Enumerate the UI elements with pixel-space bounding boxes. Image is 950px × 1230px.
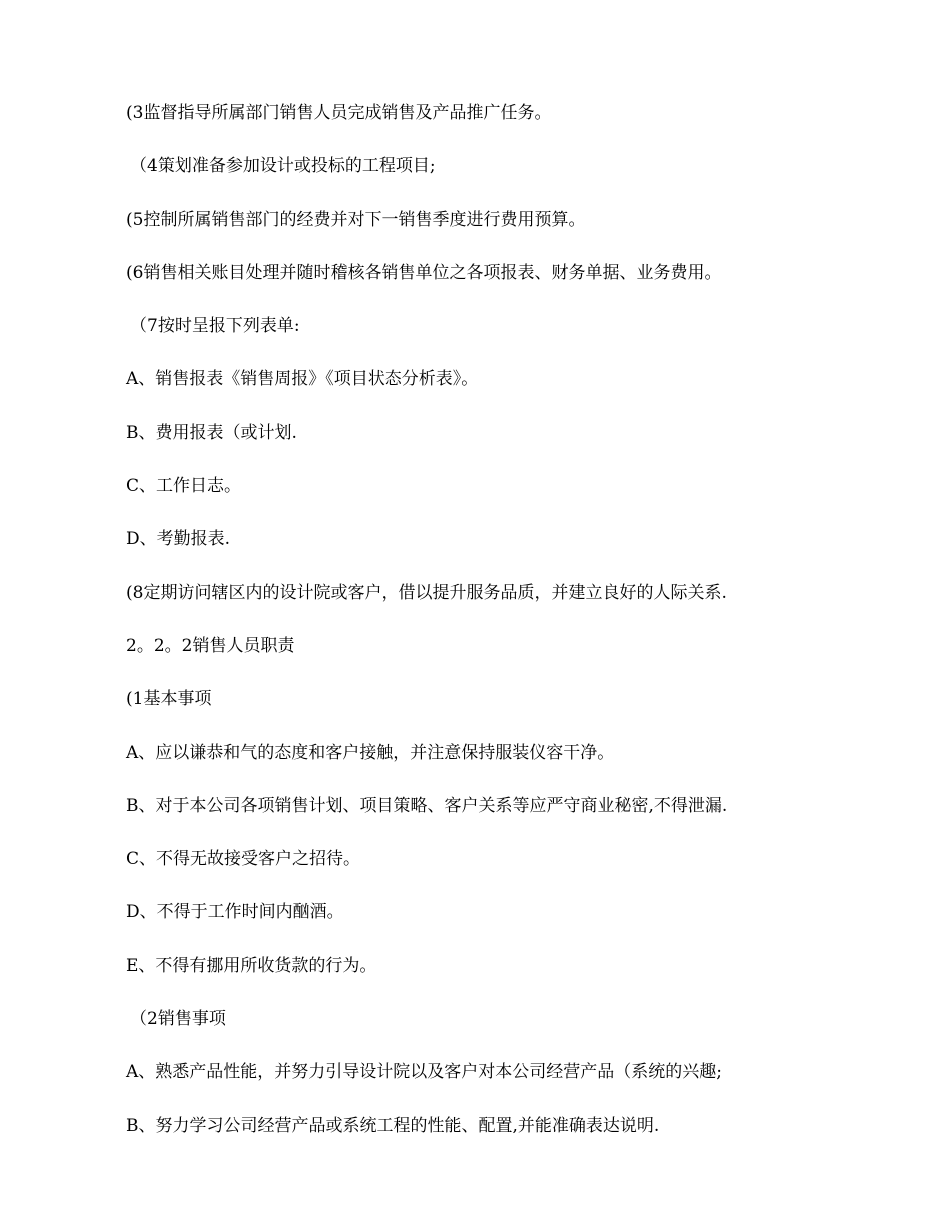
subheading-basic-matters: (1基本事项 — [126, 689, 212, 710]
list-item-no-embezzlement: E、不得有挪用所收货款的行为。 — [126, 955, 377, 976]
paragraph-duty-3: (3监督指导所属部门销售人员完成销售及产品推广任务。 — [126, 103, 552, 123]
subheading-sales-matters: （2销售事项 — [130, 1009, 226, 1030]
list-item-product-knowledge: A、熟悉产品性能，并努力引导设计院以及客户对本公司经营产品（系统的兴趣; — [126, 1062, 723, 1083]
list-item-work-log: C、工作日志。 — [126, 476, 242, 497]
list-item-confidentiality: B、对于本公司各项销售计划、项目策略、客户关系等应严守商业秘密,不得泄漏. — [126, 795, 728, 816]
list-item-courtesy: A、应以谦恭和气的态度和客户接触，并注意保持服装仪容干净。 — [126, 742, 615, 763]
list-item-product-study: B、努力学习公司经营产品或系统工程的性能、配置,并能准确表达说明. — [126, 1115, 660, 1136]
paragraph-duty-8: (8定期访问辖区内的设计院或客户，借以提升服务品质，并建立良好的人际关系. — [126, 582, 727, 603]
document-body — [126, 98, 846, 1164]
list-item-no-drinking: D、不得于工作时间内酗酒。 — [126, 902, 344, 923]
list-item-no-hospitality: C、不得无故接受客户之招待。 — [126, 849, 361, 870]
list-item-attendance-report: D、考勤报表. — [126, 529, 231, 550]
paragraph-duty-5: (5控制所属销售部门的经费并对下一销售季度进行费用预算。 — [126, 209, 586, 230]
section-heading-sales-staff-duties: 2。2。2销售人员职责 — [126, 635, 295, 656]
list-item-expense-report: B、费用报表（或计划. — [126, 422, 297, 443]
paragraph-duty-6: (6销售相关账目处理并随时稽核各销售单位之各项报表、财务单据、业务费用。 — [126, 262, 722, 283]
list-item-sales-report: A、销售报表《销售周报》《项目状态分析表》。 — [126, 369, 479, 390]
paragraph-duty-4: （4策划准备参加设计或投标的工程项目; — [130, 156, 436, 177]
paragraph-duty-7: （7按时呈报下列表单: — [130, 316, 300, 337]
